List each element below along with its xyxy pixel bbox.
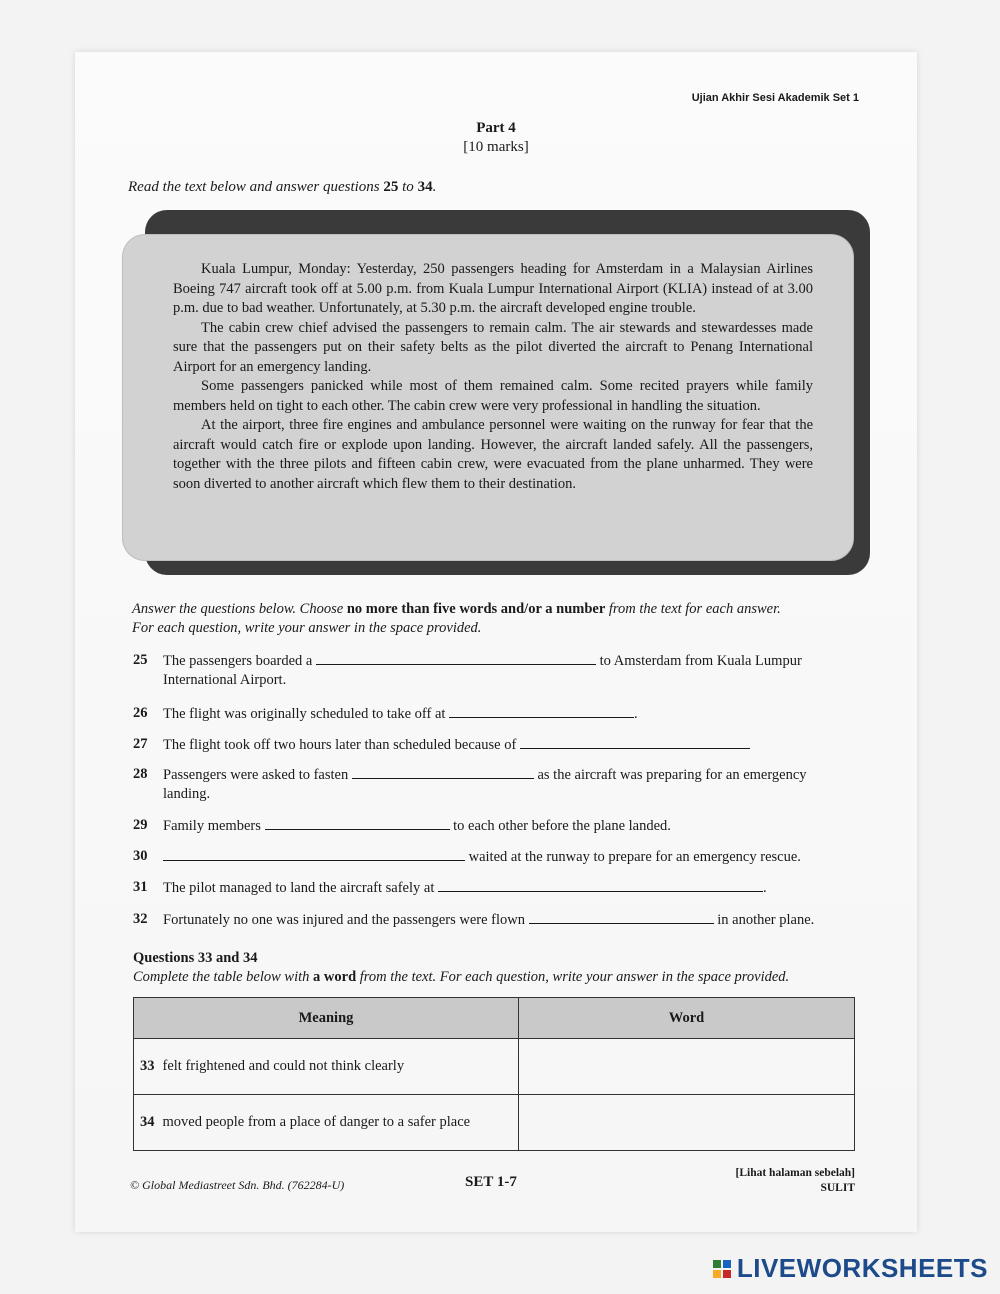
answer-blank-29[interactable] — [265, 815, 450, 830]
set-title: Ujian Akhir Sesi Akademik Set 1 — [691, 92, 859, 104]
answer-blank-26[interactable] — [449, 703, 634, 718]
meaning-cell: 34 moved people from a place of danger to a safer place — [134, 1095, 519, 1151]
answer-blank-31[interactable] — [438, 877, 763, 892]
brand-text: LIVEWORKSHEETS — [736, 1253, 988, 1283]
footer-right: [Lihat halaman sebelah] SULIT — [735, 1167, 855, 1194]
questions-33-34-heading: Questions 33 and 34 — [133, 950, 258, 966]
passage-paragraph: Kuala Lumpur, Monday: Yesterday, 250 passengers heading for Amsterdam in a Malaysian Airlines Boeing 747 aircraft took off at 5.00 p.m. from Kuala Lumpur International Airport (KLIA) instead of at 3.00 p.m. due to bad weather. Unfortunately, at 5.30 p.m. the aircraft developed engine trouble. — [173, 261, 813, 316]
meaning-cell: 33 felt frightened and could not think clearly — [134, 1039, 519, 1095]
column-header-meaning: Meaning — [134, 998, 519, 1039]
passage-box — [123, 235, 853, 560]
answer-blank-27[interactable] — [520, 734, 750, 749]
passage-paragraph: At the airport, three fire engines and ambulance personnel were waiting on the runway for fear that the aircraft would catch fire or explode upon landing. However, the aircraft landed safely. All the passengers, together with the three pilots and fifteen cabin crew, were evacuated from the plane unharmed. They were soon diverted to another aircraft which flew them to their destination. — [173, 417, 813, 492]
answer-blank-28[interactable] — [352, 764, 534, 779]
answer-blank-25[interactable] — [316, 650, 596, 665]
answer-blank-30[interactable] — [163, 846, 465, 861]
part-title: Part 4 — [476, 120, 516, 136]
liveworksheets-logo-icon — [713, 1260, 731, 1278]
table-row — [134, 1095, 855, 1151]
answer-blank-32[interactable] — [529, 909, 714, 924]
table-instruction: Complete the table below with a word from the text. For each question, write your answer in the space provided. — [133, 969, 790, 985]
column-header-word: Word — [519, 998, 855, 1039]
page-label: SET 1-7 — [465, 1174, 517, 1190]
answer-instruction: Answer the questions below. Choose no more than five words and/or a number from the text for each answer. For each question, write your answer in the space provided. — [132, 601, 781, 636]
answer-cell-34[interactable] — [519, 1095, 855, 1151]
liveworksheets-brand — [713, 1253, 988, 1284]
meaning-word-table — [133, 997, 855, 1151]
table-row — [134, 1039, 855, 1095]
answer-cell-33[interactable] — [519, 1039, 855, 1095]
worksheet-page: Ujian Akhir Sesi Akademik Set 1 Part 4 [10 marks] Read the text below and answer questions 25 to 34. Kuala Lumpur, Monday: Yesterday, 250 passengers heading for Amsterdam in a Malaysian Airlines Boeing 747 aircraft took off at 5.00 p.m. from Kuala Lumpur International Airport (KLIA) instead of at 3.00 p.m. due to bad weather. Unfortunately, at 5.30 p.m. the aircraft developed engine trouble. The cabin crew chief advised the passengers to remain calm. The air stewards and stewardesses made sure that the passengers put on their safety belts as the pilot diverted the aircraft to Penang International Airport for an emergency landing. Some passengers panicked while most of them remained calm. Some recited prayers while family members held on tight to each other. The cabin crew were very professional in handling the situation. At the airport, three fire engines and ambulance personnel were waiting on the runway for fear that the aircraft would catch fire or explode upon landing. However, the aircraft landed safely. All the passengers, together with the three pilots and fifteen cabin crew, were evacuated from the plane unharmed. They were soon diverted to another aircraft which flew them to their destination. Answer the questions below. Choose no more than five words and/or a number from the text for each answer. For each question, write your answer in the space provided. 25 The passengers boarded a to Amsterdam from Kuala Lumpur International Airport. 26 The flight was originally scheduled to take off at . 27 The flight took off two hours later than scheduled because of 28 Passengers were asked to fasten as the aircraft was preparing for an emergency landing. 29 Family members to each other before the plane landed. 30 waited at the runway to prepare for an emergency rescue. 31 The pilot managed to land the aircraft safely at . 32 Fortunately no one was injured and the passengers were flown in another plane. Questions 33 and 34 Complete the table below with a word from the text. For each question, write your answer in the space provided. Meaning Word 33 felt frightened and could not think clearly 34 moved people from a place of danger to a safer place © Global Mediastreet Sdn. Bhd. (762284-U) SET 1-7 [Lihat halaman sebelah] SULIT — [75, 52, 917, 1232]
passage-paragraph: The cabin crew chief advised the passengers to remain calm. The air stewards and stewardesses made sure that the passengers put on their safety belts as the pilot diverted the aircraft to Penang International Airport for an emergency landing. — [173, 319, 813, 375]
copyright: © Global Mediastreet Sdn. Bhd. (762284-U) — [130, 1178, 345, 1192]
part-marks: [10 marks] — [463, 139, 529, 155]
reading-instruction: Read the text below and answer questions 25 to 34. — [128, 179, 437, 195]
passage-paragraph: Some passengers panicked while most of them remained calm. Some recited prayers while family members held on tight to each other. The cabin crew were very professional in handling the situation. — [173, 378, 813, 414]
